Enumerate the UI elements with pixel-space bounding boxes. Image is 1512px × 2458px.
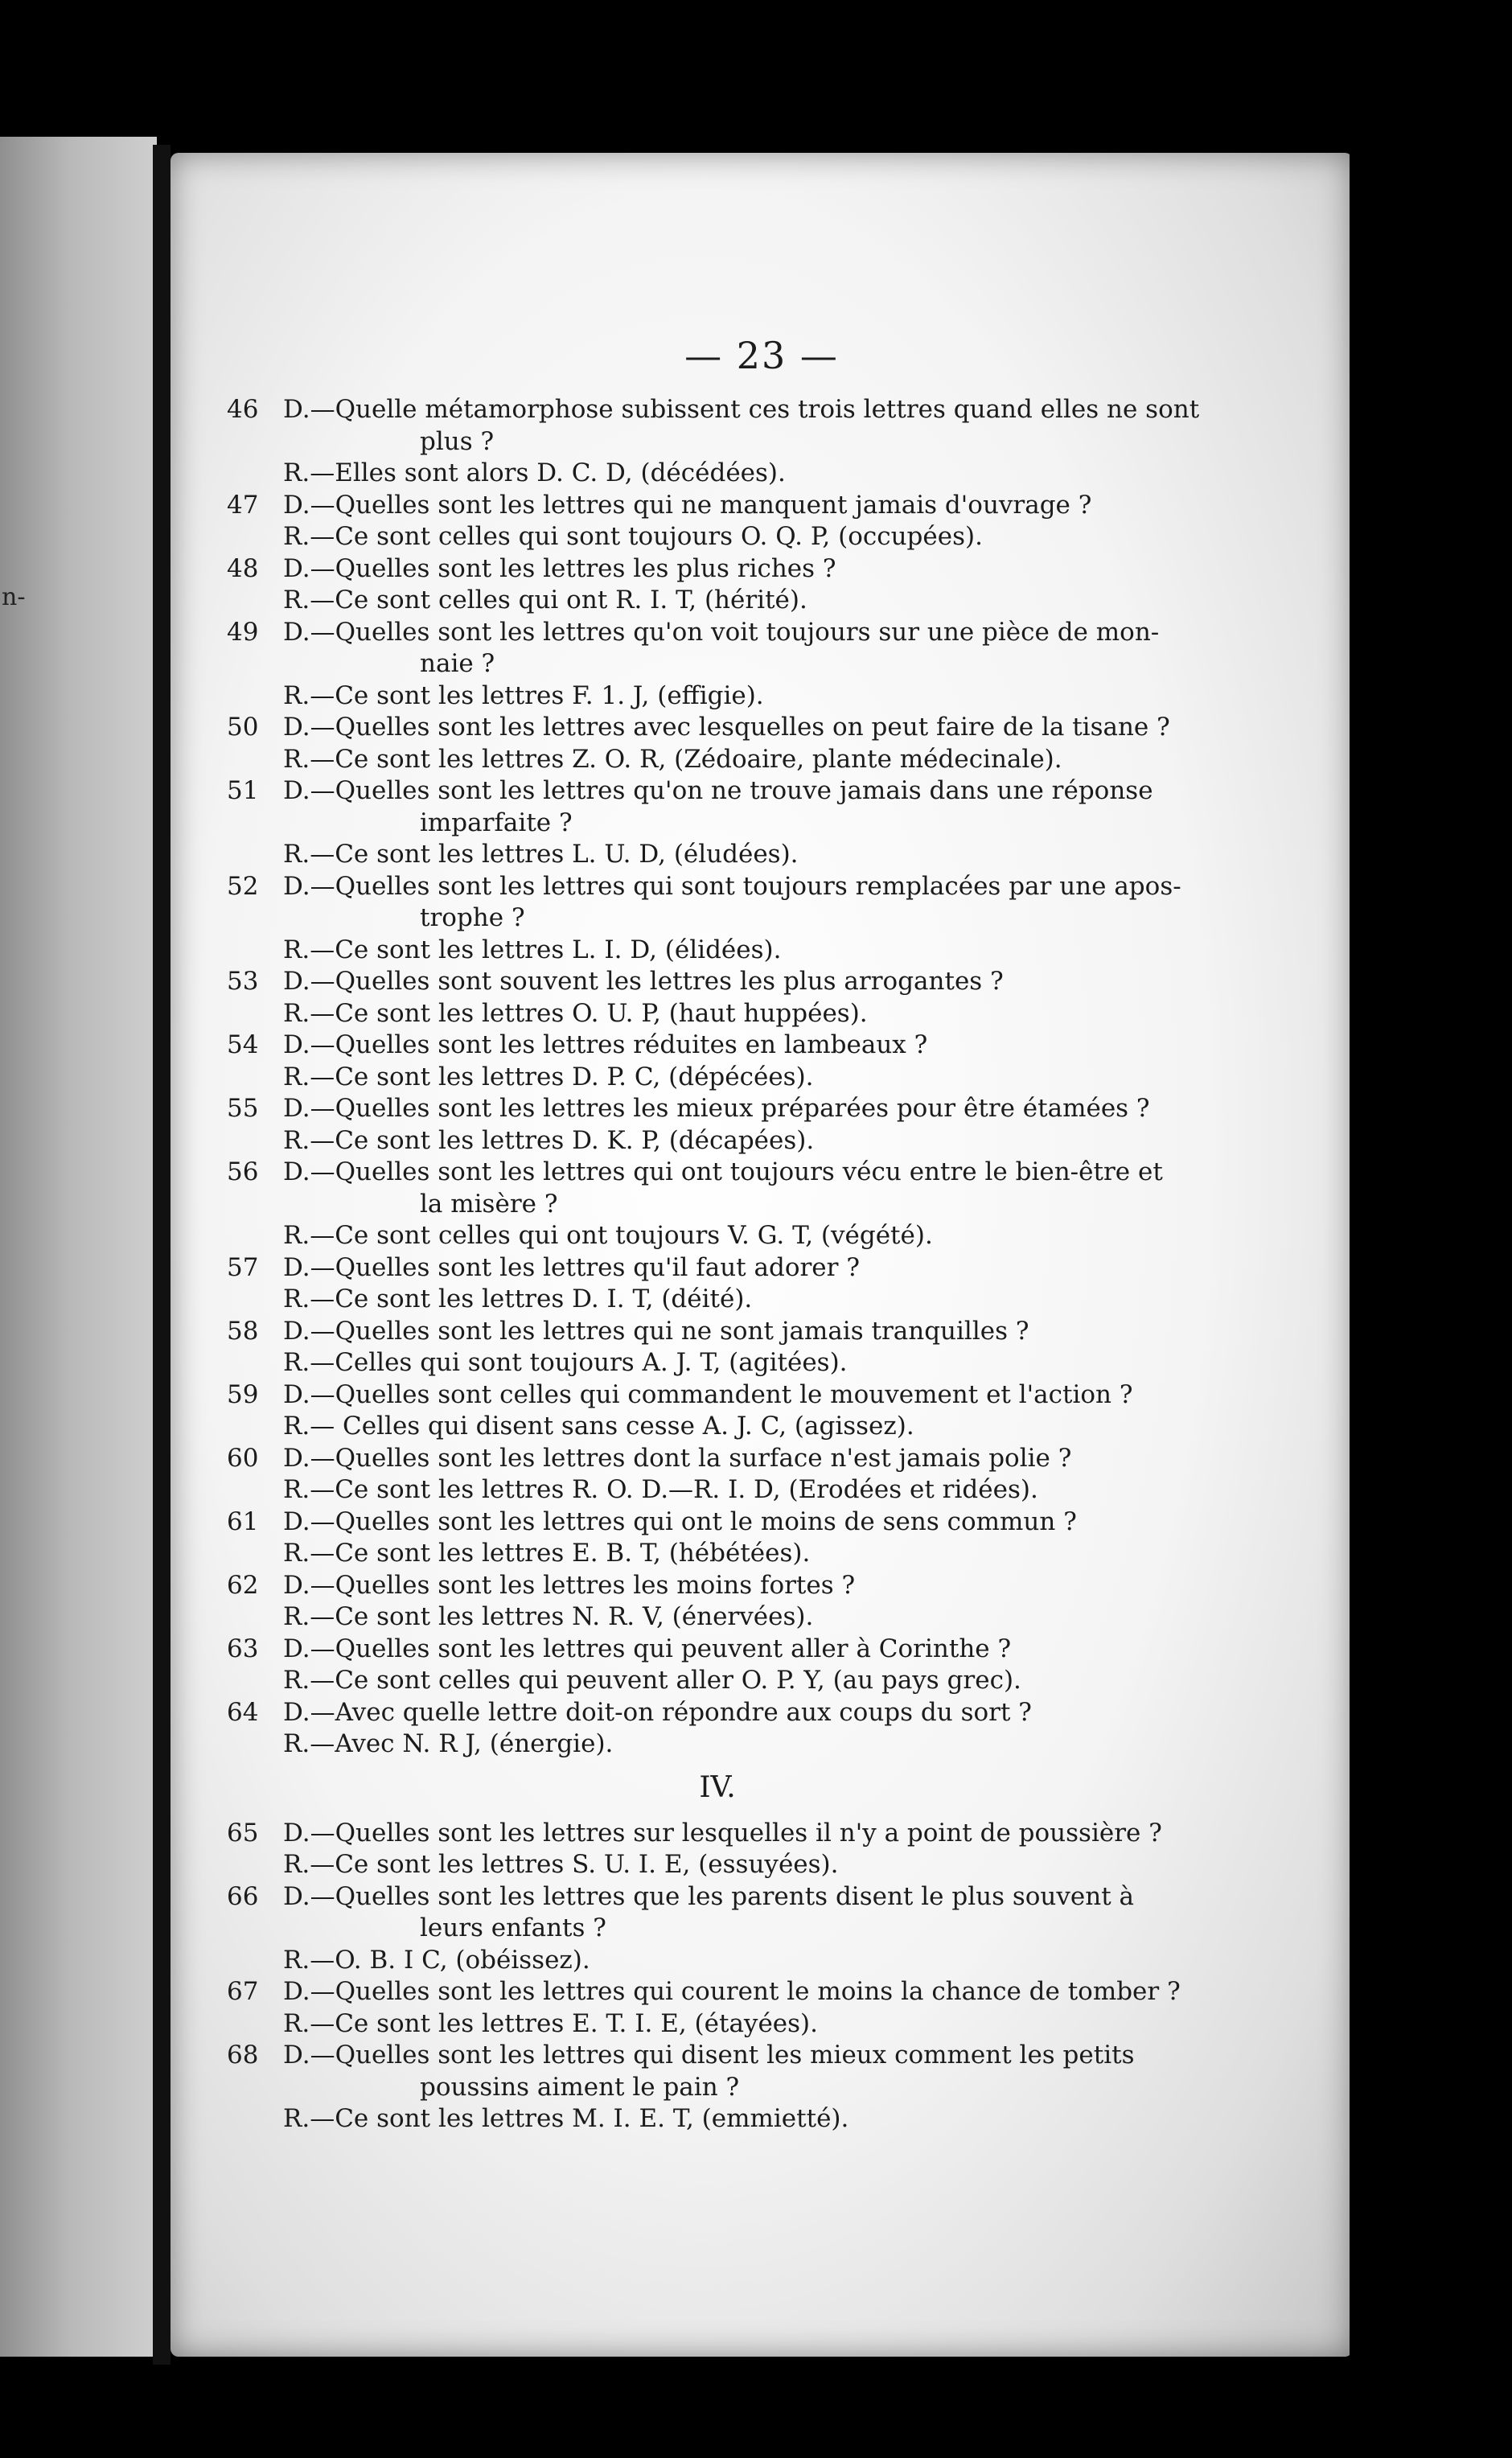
right-margin-dark	[1350, 0, 1512, 2458]
question-text: D.—Quelles sont les lettres qui disent les mieux comment les petits	[283, 2041, 1135, 2070]
question-line	[227, 1443, 1248, 1475]
question-number: 53	[227, 967, 259, 996]
question-line	[227, 1818, 1248, 1850]
answer-line	[227, 1474, 1248, 1506]
question-text: D.—Quelles sont les lettres qui sont toujours remplacées par une apos-	[283, 871, 1181, 901]
question-number: 63	[227, 1634, 259, 1663]
question-number: 58	[227, 1316, 259, 1346]
answer-line	[227, 1728, 1248, 1761]
answer-text: R.—Celles qui sont toujours A. J. T, (agitées).	[283, 1348, 848, 1377]
answer-text: R.—Ce sont les lettres E. T. I. E, (étayées).	[283, 2008, 818, 2038]
question-line	[227, 1379, 1248, 1412]
question-continuation: leurs enfants ?	[420, 1913, 606, 1942]
answer-line	[227, 1284, 1248, 1316]
question-number: 47	[227, 490, 259, 520]
answer-text: R.—Ce sont les lettres R. O. D.—R. I. D, (Erodées et ridées).	[283, 1475, 1038, 1504]
question-line	[227, 871, 1248, 903]
question-continuation: la misère ?	[420, 1189, 558, 1219]
answer-text: R.—Ce sont celles qui ont R. I. T, (hérité).	[283, 586, 807, 614]
question-line	[227, 1093, 1248, 1125]
answer-line	[227, 2103, 1248, 2135]
question-line	[227, 1570, 1248, 1602]
question-text: D.—Quelles sont souvent les lettres les plus arrogantes ?	[283, 967, 1004, 996]
answer-line	[227, 744, 1248, 776]
question-text: D.—Quelles sont les lettres qu'il faut adorer ?	[283, 1252, 860, 1282]
answer-line	[227, 1062, 1248, 1094]
question-number: 67	[227, 1977, 259, 2006]
question-text: D.—Quelles sont les lettres qui ne sont jamais tranquilles ?	[283, 1316, 1029, 1346]
question-continuation: imparfaite ?	[420, 808, 573, 837]
answer-line	[227, 585, 1248, 617]
answer-text: R.—Ce sont celles qui peuvent aller O. P. Y, (au pays grec).	[283, 1666, 1021, 1695]
page-number: — 23 —	[684, 334, 839, 377]
question-number: 68	[227, 2041, 259, 2070]
question-line	[227, 1030, 1248, 1062]
answer-line	[227, 1220, 1248, 1252]
answer-line	[227, 1347, 1248, 1379]
question-number: 51	[227, 776, 259, 805]
answer-text: R.—Ce sont celles qui ont toujours V. G. T, (végété).	[283, 1221, 933, 1250]
question-text: D.—Quelles sont les lettres qu'on ne trouve jamais dans une réponse	[283, 776, 1153, 805]
question-text: D.—Quelles sont les lettres que les parents disent le plus souvent à	[283, 1881, 1134, 1911]
question-text: D.—Quelles sont les lettres qui ont le moins de sens commun ?	[283, 1506, 1077, 1536]
answer-text: R.—Ce sont les lettres D. K. P, (décapées).	[283, 1125, 815, 1155]
question-number: 66	[227, 1881, 259, 1911]
question-line	[227, 1976, 1248, 2008]
question-number: 57	[227, 1252, 259, 1282]
question-text: D.—Quelles sont les lettres les moins fortes ?	[283, 1570, 856, 1600]
riddle-group-iv	[227, 1818, 1248, 2135]
question-line	[227, 394, 1248, 426]
riddle-list	[227, 394, 1248, 2135]
answer-text: R.—O. B. I C, (obéissez).	[283, 1945, 590, 1975]
answer-line	[227, 1411, 1248, 1443]
answer-text: R.—Ce sont les lettres L. U. D, (éludées).	[283, 840, 799, 869]
question-text: D.—Quelles sont les lettres les mieux préparées pour être étamées ?	[283, 1094, 1150, 1123]
question-text: D.—Quelles sont les lettres qui peuvent aller à Corinthe ?	[283, 1634, 1012, 1663]
question-continuation-line	[227, 2072, 1248, 2104]
question-line	[227, 553, 1248, 586]
question-continuation: trophe ?	[420, 903, 525, 932]
question-continuation-line	[227, 648, 1248, 680]
question-line	[227, 1506, 1248, 1539]
answer-line	[227, 998, 1248, 1030]
answer-text: R.—Ce sont les lettres F. 1. J, (effigie).	[283, 680, 764, 710]
question-text: D.—Quelles sont les lettres qui ne manquent jamais d'ouvrage ?	[283, 490, 1092, 520]
answer-line	[227, 1665, 1248, 1697]
question-continuation-line	[227, 808, 1248, 840]
question-number: 46	[227, 395, 259, 424]
question-number: 54	[227, 1030, 259, 1059]
question-number: 55	[227, 1094, 259, 1123]
question-line	[227, 775, 1248, 808]
facing-page	[0, 137, 157, 2357]
question-number: 50	[227, 713, 259, 742]
answer-text: R.— Celles qui disent sans cesse A. J. C, (agissez).	[283, 1412, 914, 1441]
book-page	[171, 153, 1353, 2357]
answer-text: R.—Ce sont les lettres D. I. T, (déité).	[283, 1284, 753, 1313]
answer-text: R.—Ce sont les lettres L. I. D, (élidées).	[283, 935, 782, 964]
question-text: D.—Quelles sont celles qui commandent le mouvement et l'action ?	[283, 1379, 1133, 1409]
question-continuation: poussins aiment le pain ?	[420, 2072, 740, 2102]
answer-line	[227, 458, 1248, 490]
answer-line	[227, 521, 1248, 553]
question-continuation-line	[227, 1913, 1248, 1945]
question-number: 48	[227, 553, 259, 583]
question-text: D.—Quelle métamorphose subissent ces trois lettres quand elles ne sont	[283, 395, 1200, 424]
question-line	[227, 1316, 1248, 1348]
question-number: 49	[227, 617, 259, 647]
answer-line	[227, 1849, 1248, 1881]
question-line	[227, 1634, 1248, 1666]
question-line	[227, 1697, 1248, 1729]
question-number: 56	[227, 1157, 259, 1186]
question-line	[227, 712, 1248, 744]
book-spine	[153, 145, 171, 2365]
question-number: 59	[227, 1379, 259, 1409]
question-text: D.—Quelles sont les lettres qui courent le moins la chance de tomber ?	[283, 1977, 1181, 2006]
answer-text: R.—Ce sont les lettres E. B. T, (hébétées).	[283, 1539, 811, 1568]
question-continuation: naie ?	[420, 649, 495, 678]
answer-text: R.—Ce sont les lettres O. U. P, (haut huppées).	[283, 998, 868, 1028]
question-text: D.—Quelles sont les lettres les plus riches ?	[283, 553, 836, 583]
question-text: D.—Quelles sont les lettres qui ont toujours vécu entre le bien-être et	[283, 1157, 1163, 1186]
answer-text: R.—Ce sont les lettres Z. O. R, (Zédoaire, plante médecinale).	[283, 744, 1062, 774]
question-continuation-line	[227, 426, 1248, 458]
question-text: D.—Avec quelle lettre doit-on répondre aux coups du sort ?	[283, 1697, 1032, 1727]
answer-text: R.—Avec N. R J, (énergie).	[283, 1729, 614, 1758]
question-number: 65	[227, 1818, 259, 1848]
question-text: D.—Quelles sont les lettres réduites en lambeaux ?	[283, 1030, 928, 1059]
answer-line	[227, 1125, 1248, 1157]
question-continuation-line	[227, 902, 1248, 935]
question-line	[227, 2040, 1248, 2072]
answer-text: R.—Ce sont les lettres M. I. E. T, (emmietté).	[283, 2104, 849, 2133]
question-text: D.—Quelles sont les lettres dont la surface n'est jamais polie ?	[283, 1443, 1072, 1473]
answer-text: R.—Elles sont alors D. C. D, (décédées).	[283, 458, 786, 487]
question-number: 62	[227, 1570, 259, 1600]
question-text: D.—Quelles sont les lettres sur lesquelles il n'y a point de poussière ?	[283, 1818, 1162, 1848]
facing-page-fragment: n-	[2, 583, 26, 611]
question-line	[227, 966, 1248, 998]
question-number: 61	[227, 1506, 259, 1536]
question-line	[227, 1157, 1248, 1189]
answer-line	[227, 839, 1248, 871]
answer-line	[227, 1601, 1248, 1634]
question-continuation: plus ?	[420, 426, 495, 456]
question-number: 64	[227, 1697, 259, 1727]
question-line	[227, 1881, 1248, 1913]
answer-text: R.—Ce sont les lettres N. R. V, (énervées).	[283, 1602, 814, 1631]
question-text: D.—Quelles sont les lettres qu'on voit toujours sur une pièce de mon-	[283, 617, 1160, 647]
answer-text: R.—Ce sont les lettres S. U. I. E, (essuyées).	[283, 1850, 839, 1879]
answer-line	[227, 1538, 1248, 1570]
question-number: 60	[227, 1443, 259, 1473]
question-number: 52	[227, 871, 259, 901]
question-line	[227, 1252, 1248, 1284]
answer-line	[227, 1945, 1248, 1977]
riddle-group-iii	[227, 394, 1248, 1761]
answer-line	[227, 935, 1248, 967]
question-text: D.—Quelles sont les lettres avec lesquelles on peut faire de la tisane ?	[283, 713, 1170, 742]
question-line	[227, 617, 1248, 649]
question-line	[227, 490, 1248, 522]
answer-line	[227, 2008, 1248, 2041]
answer-text: R.—Ce sont les lettres D. P. C, (dépécées).	[283, 1062, 814, 1091]
answer-line	[227, 680, 1248, 713]
answer-text: R.—Ce sont celles qui sont toujours O. Q. P, (occupées).	[283, 522, 983, 551]
section-heading: IV.	[699, 1770, 736, 1804]
question-continuation-line	[227, 1189, 1248, 1221]
